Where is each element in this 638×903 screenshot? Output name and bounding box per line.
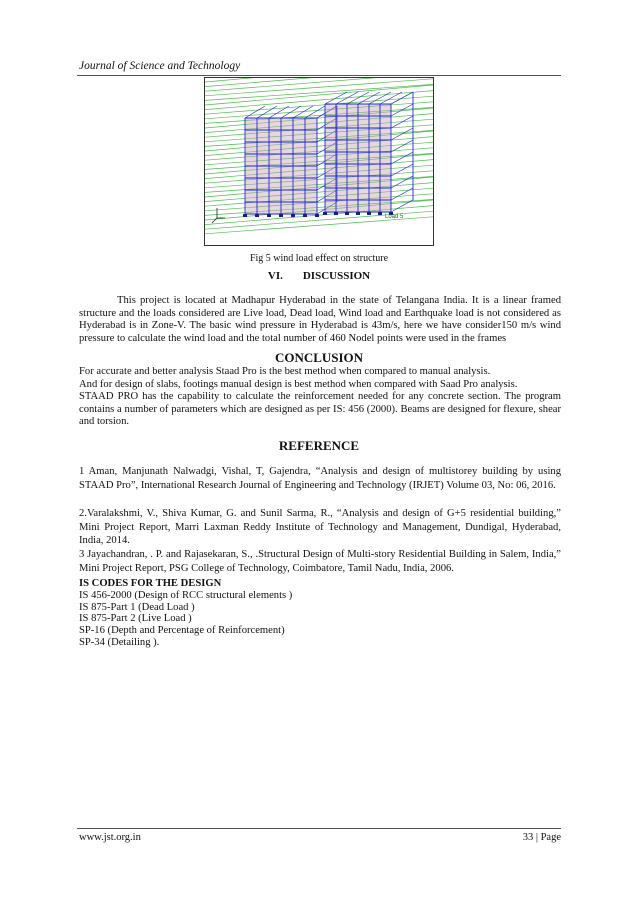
support-marker bbox=[291, 214, 295, 217]
section-title: DISCUSSION bbox=[302, 270, 371, 282]
journal-title: Journal of Science and Technology bbox=[79, 60, 241, 72]
frame-beam bbox=[257, 106, 277, 118]
support-marker bbox=[367, 212, 371, 215]
footer-page-number: 33 | Page bbox=[522, 832, 561, 843]
wind-load-line bbox=[205, 176, 433, 192]
discussion-heading bbox=[0, 270, 638, 282]
frame-beam bbox=[269, 106, 289, 118]
conclusion-heading: CONCLUSION bbox=[274, 350, 364, 365]
wind-load-structure-image bbox=[205, 78, 433, 245]
footer-rule bbox=[77, 828, 561, 829]
wind-load-line bbox=[205, 177, 433, 197]
wind-load-line bbox=[205, 188, 433, 206]
frame-beam bbox=[391, 164, 413, 176]
support-marker bbox=[334, 212, 338, 215]
wind-load-line bbox=[205, 153, 433, 169]
frame-beam bbox=[358, 92, 380, 104]
discussion-paragraph bbox=[79, 295, 561, 345]
is-code-item: IS 875-Part 2 (Live Load ) bbox=[79, 613, 192, 625]
support-marker bbox=[356, 212, 360, 215]
reference-item: 2.Varalakshmi, V., Shiva Kumar, G. and Sunil Sarma, R., “Analysis and design of G+5 residential building,” Mini Project Report, Marri Laxman Reddy Institute of Technology and Management, Dundigal, Hyderabad, India, 2014. bbox=[79, 508, 561, 546]
support-marker bbox=[267, 214, 271, 217]
frame-beam bbox=[305, 106, 325, 118]
support-marker bbox=[323, 212, 327, 215]
wind-load-line bbox=[205, 119, 433, 137]
support-marker bbox=[279, 214, 283, 217]
frame-beam bbox=[391, 176, 413, 188]
support-marker bbox=[315, 214, 319, 217]
discussion-text: This project is located at Madhapur Hyderabad in the state of Telangana India. It is a linear framed structure and the loads considered are Live load, Dead load, Wind load and Earthquake load is not considered as Hyderabad is in Zone-V. The basic wind pressure in Hyderabad is 43m/s, here we have consider150 m/s wind pressure to calculate the wind load and the total number of 460 Nodel points were used in the frames bbox=[79, 295, 561, 344]
is-codes-section bbox=[79, 578, 561, 649]
wind-load-line bbox=[205, 108, 433, 128]
support-marker bbox=[345, 212, 349, 215]
section-number: VI. bbox=[267, 270, 283, 282]
footer-website: www.jst.org.in bbox=[79, 832, 141, 843]
support-marker bbox=[303, 214, 307, 217]
reference-item: 3 Jayachandran, . P. and Rajasekaran, S., .Structural Design of Multi-story Residential Building in Salem, India,” Mini Project Report, PSG College of Technology, Coimbatore, Tamil Nadu, India, 2006. bbox=[79, 549, 561, 574]
header-rule bbox=[77, 75, 561, 76]
is-code-item: IS 875-Part 1 (Dead Load ) bbox=[79, 601, 195, 613]
figure-caption: Fig 5 wind load effect on structure bbox=[249, 253, 389, 264]
frame-beam bbox=[391, 188, 413, 200]
figure-load-label: Load 5 bbox=[385, 214, 404, 220]
is-code-item: SP-16 (Depth and Percentage of Reinforcement) bbox=[79, 625, 285, 637]
conclusion-line: STAAD PRO has the capability to calculate the reinforcement needed for any concrete section. The program contains a number of parameters which are designed as per IS: 456 (2000). Beams are designed for flexure, shear and torsion. bbox=[79, 391, 561, 427]
wind-load-line bbox=[205, 78, 433, 91]
wind-load-line bbox=[205, 84, 433, 100]
structure-figure bbox=[204, 77, 434, 246]
wind-load-line bbox=[205, 165, 433, 183]
is-code-item: IS 456-2000 (Design of RCC structural elements ) bbox=[79, 589, 293, 601]
conclusion-paragraph bbox=[79, 366, 561, 429]
reference-heading: REFERENCE bbox=[278, 438, 360, 453]
wind-load-line bbox=[205, 154, 433, 174]
support-marker bbox=[378, 212, 382, 215]
conclusion-line: And for design of slabs, footings manual design is best method when compared with Saad Pro analysis. bbox=[79, 378, 518, 390]
wind-load-line bbox=[205, 130, 433, 146]
support-marker bbox=[243, 214, 247, 217]
wind-load-line bbox=[205, 142, 433, 160]
is-code-item: SP-34 (Detailing ). bbox=[79, 636, 160, 648]
support-marker bbox=[255, 214, 259, 217]
wind-load-line bbox=[205, 85, 433, 105]
reference-item: 1 Aman, Manjunath Nalwadgi, Vishal, T, Gajendra, “Analysis and design of multistorey building by using STAAD Pro”, International Research Journal of Engineering and Technology (IRJET) Volume 03, No: 06, 2016. bbox=[79, 466, 561, 491]
conclusion-line: For accurate and better analysis Staad Pro is the best method when compared to manual analysis. bbox=[79, 366, 491, 377]
is-codes-heading: IS CODES FOR THE DESIGN bbox=[79, 578, 222, 589]
wind-load-lines bbox=[205, 78, 433, 234]
frame-beam bbox=[245, 106, 265, 118]
frame-beam bbox=[369, 92, 391, 104]
